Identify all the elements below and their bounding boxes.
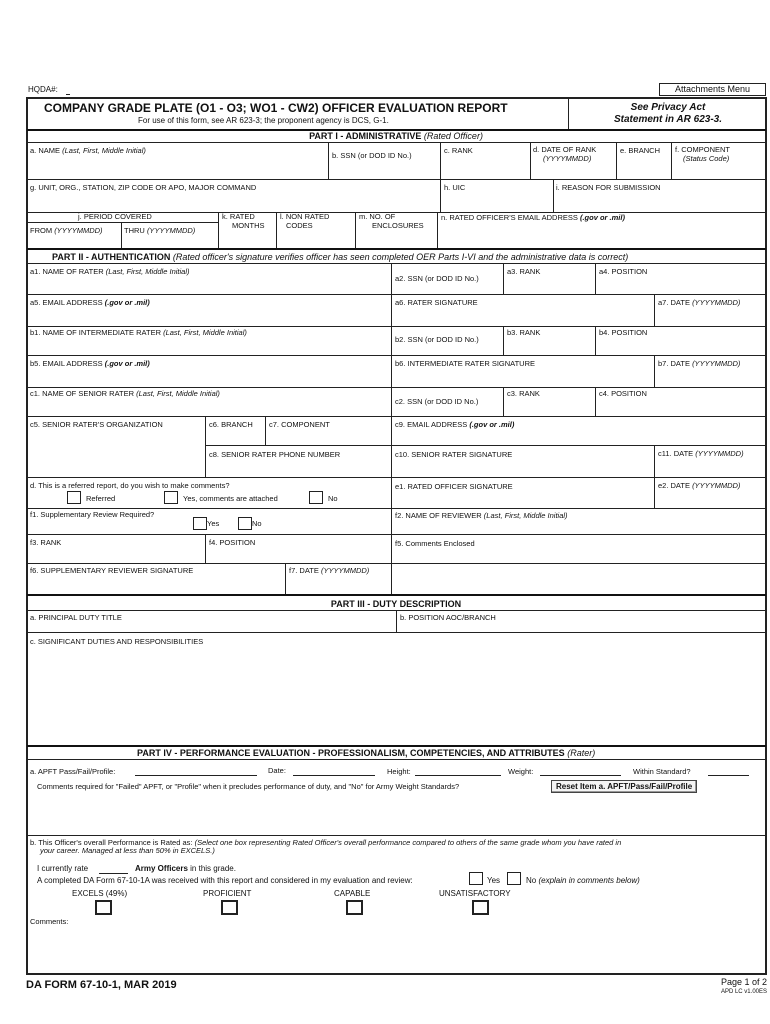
comments-enclosed-label: f5. Comments Enclosed	[395, 539, 475, 548]
senior-rater-ssn-label: c2. SSN (or DOD ID No.)	[395, 397, 479, 406]
position-aoc-label: b. POSITION AOC/BRANCH	[400, 613, 496, 622]
rated-ssn-label: b. SSN (or DOD ID No.)	[332, 151, 412, 160]
form-subtitle: For use of this form, see AR 623-3; the proponent agency is DCS, G-1.	[138, 116, 389, 125]
reset-apft-button[interactable]: Reset Item a. APFT/Pass/Fail/Profile	[551, 780, 697, 793]
component-note: (Status Code)	[683, 154, 730, 163]
period-covered-label: j. PERIOD COVERED	[78, 212, 152, 221]
rated-officer-signature-label: e1. RATED OFFICER SIGNATURE	[395, 482, 513, 491]
proficient-label: PROFICIENT	[203, 889, 252, 898]
uic-label: h. UIC	[444, 183, 466, 192]
significant-duties-field[interactable]	[28, 648, 765, 744]
version-label: APD LC v1.00ES	[720, 989, 767, 995]
part1-title: PART I - ADMINISTRATIVE (Rated Officer)	[309, 131, 483, 141]
rater-name-label: a1. NAME OF RATER (Last, First, Middle Initial)	[30, 267, 190, 276]
enclosures-label: m. NO. OF	[359, 212, 396, 221]
comments-label: Comments:	[30, 917, 69, 926]
rater-rank-label: a3. RANK	[507, 267, 541, 276]
rater-signature-label: a6. RATER SIGNATURE	[395, 298, 478, 307]
rated-rank-label: c. RANK	[444, 146, 473, 155]
rated-name-label: a. NAME (Last, First, Middle Initial)	[30, 146, 146, 155]
senior-rater-signature-label: c10. SENIOR RATER SIGNATURE	[395, 450, 513, 459]
within-standard-label: Within Standard?	[633, 767, 691, 776]
rater-position-label: a4. POSITION	[599, 267, 648, 276]
officer-count-field[interactable]	[99, 873, 128, 874]
senior-rater-position-label: c4. POSITION	[599, 389, 647, 398]
apft-date-field[interactable]	[293, 775, 375, 776]
rated-officer-date-label: e2. DATE (YYYYMMDD)	[658, 481, 741, 490]
int-rater-rank-label: b3. RANK	[507, 328, 541, 337]
principal-duty-label: a. PRINCIPAL DUTY TITLE	[30, 613, 122, 622]
hqda-field[interactable]	[66, 94, 70, 95]
referred-checkbox[interactable]	[67, 491, 81, 504]
supplementary-yes-label: Yes	[207, 519, 220, 528]
rated-months-label: k. RATED	[222, 212, 255, 221]
no-comments-checkbox[interactable]	[309, 491, 323, 504]
reviewer-rank-label: f3. RANK	[30, 538, 62, 547]
form-received-yes-label: Yes	[487, 876, 501, 885]
referred-label: Referred	[86, 494, 116, 503]
completed-form-label: A completed DA Form 67-10-1A was received with this report and considered in my evaluation and review:	[37, 876, 413, 885]
senior-rater-date-label: c11. DATE (YYYYMMDD)	[658, 449, 744, 458]
rater-date-label: a7. DATE (YYYYMMDD)	[658, 298, 741, 307]
attachments-menu-button[interactable]: Attachments Menu	[659, 83, 766, 96]
supplementary-no-checkbox[interactable]	[238, 517, 252, 530]
form-received-no-checkbox[interactable]	[507, 872, 521, 885]
rated-months-label2: MONTHS	[232, 221, 265, 230]
excels-checkbox[interactable]	[95, 900, 112, 915]
rated-email-label: n. RATED OFFICER'S EMAIL ADDRESS (.gov or .mil)	[441, 213, 625, 222]
int-rater-position-label: b4. POSITION	[599, 328, 648, 337]
referred-question: d. This is a referred report, do you wish to make comments?	[30, 481, 230, 490]
supp-reviewer-signature-label: f6. SUPPLEMENTARY REVIEWER SIGNATURE	[30, 566, 194, 575]
senior-rater-phone-label: c8. SENIOR RATER PHONE NUMBER	[209, 450, 341, 459]
comments-attached-checkbox[interactable]	[164, 491, 178, 504]
component-label: f. COMPONENT	[675, 145, 731, 154]
int-rater-email-label: b5. EMAIL ADDRESS (.gov or .mil)	[30, 359, 150, 368]
unsatisfactory-checkbox[interactable]	[472, 900, 489, 915]
senior-rater-component-label: c7. COMPONENT	[269, 420, 330, 429]
rater-ssn-label: a2. SSN (or DOD ID No.)	[395, 274, 479, 283]
part2-title: PART II - AUTHENTICATION (Rated officer's signature verifies officer has seen completed OER Parts I-VI and the administrative data is correct)	[52, 252, 629, 262]
within-standard-field[interactable]	[708, 775, 749, 776]
privacy-act-line1: See Privacy Act	[630, 102, 706, 113]
senior-rater-email-label: c9. EMAIL ADDRESS (.gov or .mil)	[395, 420, 515, 429]
currently-rate-label: I currently rate	[37, 864, 89, 873]
form-id: DA FORM 67-10-1, MAR 2019	[26, 979, 177, 991]
height-field[interactable]	[415, 775, 501, 776]
page-number: Page 1 of 2	[720, 977, 767, 987]
date-of-rank-label: d. DATE OF RANK	[533, 145, 597, 154]
part4-title: PART IV - PERFORMANCE EVALUATION - PROFESSIONALISM, COMPETENCIES, AND ATTRIBUTES (Rater)	[137, 748, 596, 758]
int-rater-date-label: b7. DATE (YYYYMMDD)	[658, 359, 741, 368]
int-rater-signature-label: b6. INTERMEDIATE RATER SIGNATURE	[395, 359, 536, 368]
enclosures-label2: ENCLOSURES	[372, 221, 424, 230]
supp-reviewer-date-label: f7. DATE (YYYYMMDD)	[289, 566, 370, 575]
capable-checkbox[interactable]	[346, 900, 363, 915]
overall-performance-note: your career. Managed at less than 50% in EXCELS.)	[40, 846, 215, 855]
overall-performance-label: b. This Officer's overall Performance is Rated as: (Select one box representing Rated Officer's overall performance compared to others of the same grade whom you have rated in	[30, 838, 622, 847]
nonrated-label: l. NON RATED	[280, 212, 330, 221]
weight-label: Weight:	[508, 767, 534, 776]
army-officers-label: Army Officers in this grade.	[135, 864, 236, 873]
significant-duties-label: c. SIGNIFICANT DUTIES AND RESPONSIBILITIES	[30, 637, 204, 646]
senior-rater-rank-label: c3. RANK	[507, 389, 540, 398]
comments-field[interactable]	[28, 928, 765, 973]
capable-label: CAPABLE	[334, 889, 371, 898]
reason-label: i. REASON FOR SUBMISSION	[556, 183, 661, 192]
senior-rater-org-label: c5. SENIOR RATER'S ORGANIZATION	[30, 420, 163, 429]
nonrated-codes-label: CODES	[286, 221, 313, 230]
form-received-yes-checkbox[interactable]	[469, 872, 483, 885]
apft-date-label: Date:	[268, 766, 286, 775]
hqda-label: HQDA#:	[28, 85, 58, 94]
senior-rater-name-label: c1. NAME OF SENIOR RATER (Last, First, Middle Initial)	[30, 389, 220, 398]
apft-label: a. APFT Pass/Fail/Profile:	[30, 767, 116, 776]
branch-label: e. BRANCH	[620, 146, 661, 155]
comments-required-label: Comments required for "Failed" APFT, or "Profile" when it precludes performance of duty, and "No" for Army Weight Standards?	[37, 782, 460, 791]
int-rater-name-label: b1. NAME OF INTERMEDIATE RATER (Last, First, Middle Initial)	[30, 328, 247, 337]
date-of-rank-format: (YYYYMMDD)	[543, 154, 592, 163]
proficient-checkbox[interactable]	[221, 900, 238, 915]
supplementary-review-question: f1. Supplementary Review Required?	[30, 510, 155, 519]
form-title: COMPANY GRADE PLATE (O1 - O3; WO1 - CW2) OFFICER EVALUATION REPORT	[44, 101, 508, 115]
form-received-no-label: No (explain in comments below)	[526, 876, 640, 885]
int-rater-ssn-label: b2. SSN (or DOD ID No.)	[395, 335, 479, 344]
unsatisfactory-label: UNSATISFACTORY	[439, 889, 511, 898]
reviewer-name-label: f2. NAME OF REVIEWER (Last, First, Middle Initial)	[395, 511, 568, 520]
rater-email-label: a5. EMAIL ADDRESS (.gov or .mil)	[30, 298, 150, 307]
unit-label: g. UNIT, ORG., STATION, ZIP CODE OR APO, MAJOR COMMAND	[30, 183, 257, 192]
thru-label: THRU (YYYYMMDD)	[124, 226, 196, 235]
part3-title: PART III - DUTY DESCRIPTION	[330, 599, 462, 609]
weight-field[interactable]	[540, 775, 621, 776]
height-label: Height:	[387, 767, 411, 776]
supplementary-no-label: No	[252, 519, 262, 528]
reviewer-position-label: f4. POSITION	[209, 538, 256, 547]
supplementary-yes-checkbox[interactable]	[193, 517, 207, 530]
comments-attached-label: Yes, comments are attached	[183, 494, 278, 503]
no-comments-label: No	[328, 494, 338, 503]
apft-field[interactable]	[135, 775, 257, 776]
senior-rater-branch-label: c6. BRANCH	[209, 420, 253, 429]
privacy-act-line2: Statement in AR 623-3.	[614, 114, 722, 125]
excels-label: EXCELS (49%)	[72, 889, 128, 898]
from-label: FROM (YYYYMMDD)	[30, 226, 103, 235]
